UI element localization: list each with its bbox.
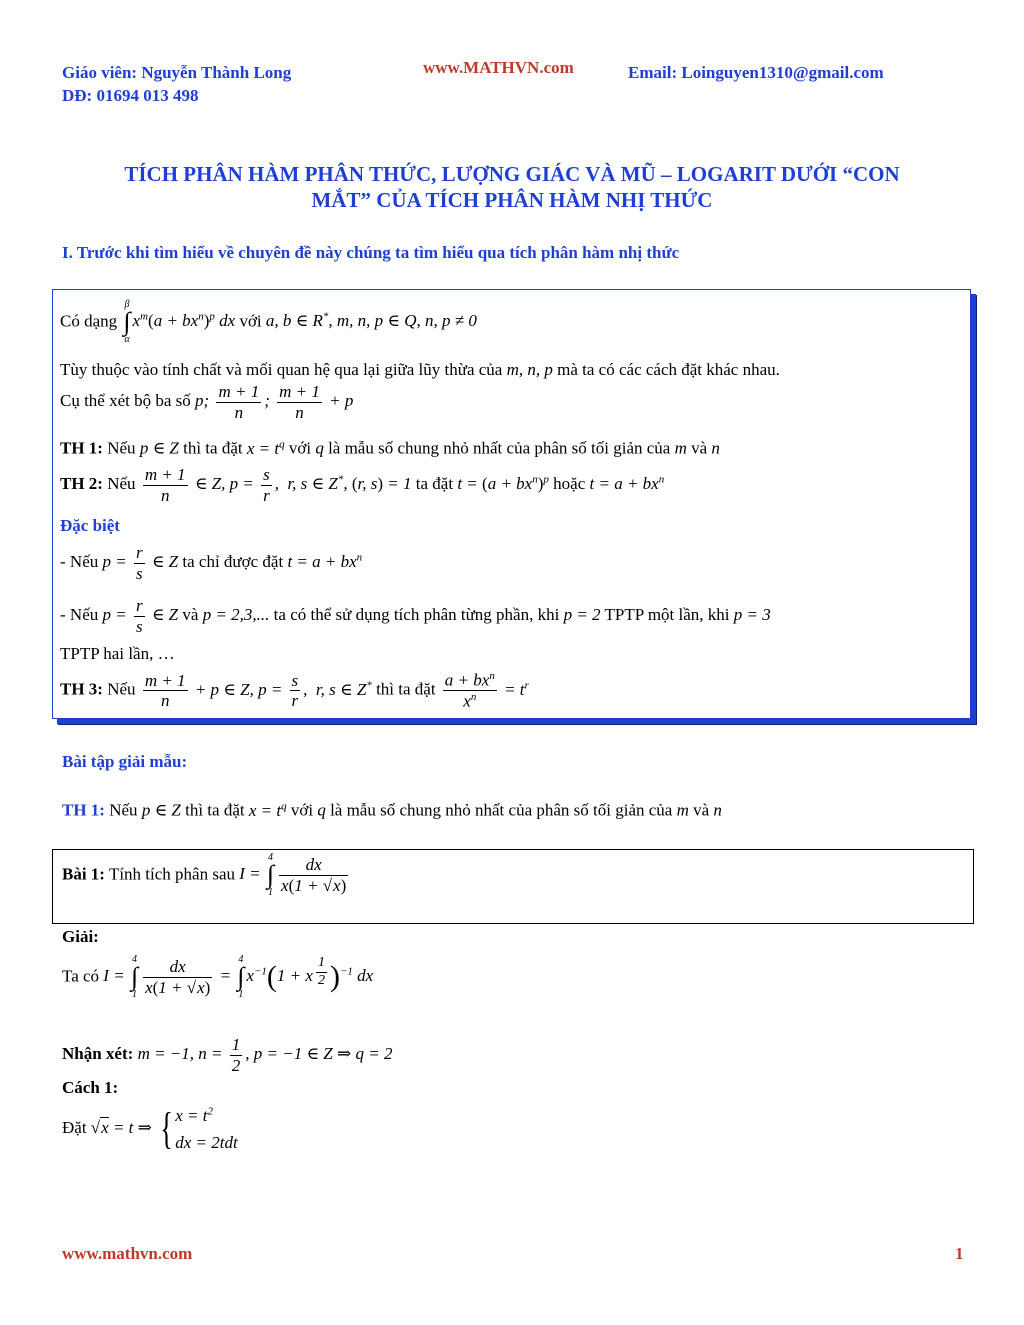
page-number: 1 [955, 1244, 964, 1263]
form-label: Có dạng [60, 311, 118, 331]
dependence-text: Tùy thuộc vào tính chất và mối quan hệ qua lại giữa lũy thừa của [60, 360, 503, 379]
exercise-text: Tính tích phân sau [108, 864, 235, 884]
sp1-prefix: - Nếu [60, 551, 99, 571]
sp2-twice: TPTP hai lần, … [60, 644, 175, 663]
th1-repeat-if: Nếu [109, 800, 138, 820]
th1-repeat-and: và [693, 800, 710, 820]
th2-if: Nếu [107, 473, 136, 493]
th1-where: với [288, 438, 312, 458]
teacher-phone: DĐ: 01694 013 498 [62, 86, 199, 105]
th1-then: thì ta đặt [183, 438, 243, 458]
exercise-integral: I = 4 ∫ 1 $\frac{dx}{x(1 + √x)}$ [239, 852, 347, 898]
teacher-email[interactable]: Email: Loinguyen1310@gmail.com [628, 63, 884, 82]
remark-line [62, 1035, 392, 1075]
remark-label: Nhận xét: [62, 1043, 134, 1063]
special-heading: Đặc biệt [60, 516, 120, 535]
sp1-sub: $t = a + bx^n$ [287, 551, 363, 571]
th1-repeat-n: n [713, 800, 722, 820]
sp2-text: ta có thể sử dụng tích phân từng phần, khi [273, 604, 560, 624]
th2-sub1: $t = (a + bx^n)^p$ [457, 473, 549, 493]
solution-have-line [62, 955, 373, 1000]
th2-cond: $\frac{m + 1}{n}$ ∈ Z, p = $\frac{s}{r}$ , r, s ∈ Z*, (r, s) = 1 [144, 465, 416, 505]
substitution-formula: √x = t ⇒ { $x = t^2$ dx = 2tdt [90, 1104, 238, 1154]
sp1-text: ta chỉ được đặt [182, 551, 284, 571]
th1-repeat-q: q [317, 800, 326, 820]
exercise-line [62, 853, 351, 898]
triple-line [60, 382, 353, 422]
th1-m: m [674, 438, 687, 458]
sp2-prefix: - Nếu [60, 604, 99, 624]
th2-label: TH 2: [60, 473, 103, 493]
th1-desc: là mẫu số chung nhỏ nhất của phân số tối giản của [328, 438, 671, 458]
section-heading: I. Trước khi tìm hiểu về chuyên đề này chúng ta tìm hiểu qua tích phân hàm nhị thức [62, 243, 680, 262]
triple-formula: p; $\frac{m + 1}{n}$ ; $\frac{m + 1}{n}$ + p [195, 382, 354, 422]
exercise-label: Bài 1: [62, 864, 105, 884]
dependence-end: mà ta có các cách đặt khác nhau. [557, 360, 780, 379]
th1-repeat-desc: là mẫu số chung nhỏ nhất của phân số tối giản của [330, 800, 673, 820]
th1-repeat-label: TH 1: [62, 800, 105, 820]
dependence-vars: m, n, p [506, 360, 553, 379]
triple-label: Cụ thể xét bộ ba số [60, 390, 191, 410]
sp1-cond: p = $\frac{r}{s}$ ∈ Z [102, 543, 179, 583]
th1-repeat-cond: p ∈ Z [141, 800, 181, 820]
binomial-integral-formula: β ∫ α $x^m(a + bx^n)^p$ dx [123, 299, 240, 345]
th2-sub2: $t = a + bx^n$ [589, 473, 665, 493]
th1-line [60, 438, 720, 459]
sp2-values: p = 2,3,... [202, 604, 270, 624]
dependence-line [60, 360, 780, 380]
solution-label: Giải: [62, 927, 99, 946]
th1-n: n [711, 438, 720, 458]
sp2-once: TPTP một lần, khi [604, 604, 730, 624]
th3-if: Nếu [107, 679, 136, 699]
th3-label: TH 3: [60, 679, 103, 699]
form-conditions: a, b ∈ R*, m, n, p ∈ Q, n, p ≠ 0 [265, 310, 477, 331]
th2-set: ta đặt [415, 473, 454, 493]
th1-repeat-m: m [676, 800, 689, 820]
th1-and: và [691, 438, 708, 458]
special2-line [60, 596, 771, 636]
th1-repeat-then: thì ta đặt [185, 800, 245, 820]
th3-cond: $\frac{m + 1}{n}$ + p ∈ Z, p = $\frac{s}{r}$ , r, s ∈ Z* [144, 670, 372, 711]
solution-have: Ta có [62, 966, 100, 986]
th2-or: hoặc [553, 473, 586, 493]
th1-q: q [315, 438, 324, 458]
th3-then: thì ta đặt [376, 679, 436, 699]
form-line [60, 300, 477, 345]
th1-sub: $x = t^q$ [246, 438, 285, 458]
teacher-name: Giáo viên: Nguyễn Thành Long [62, 63, 292, 82]
examples-heading: Bài tập giải mẫu: [62, 752, 188, 771]
th1-repeat-sub: $x = t^q$ [248, 800, 287, 820]
form-cond-word: với [239, 311, 262, 331]
th1-cond: p ∈ Z [139, 438, 179, 458]
th3-sub: $\frac{a + bx^n}{x^n}$ = $t^r$ [444, 670, 529, 711]
th2-line [60, 465, 664, 505]
header-website-link[interactable]: www.MATHVN.com [423, 58, 574, 77]
page-title-line1: TÍCH PHÂN HÀM PHÂN THỨC, LƯỢNG GIÁC VÀ MŨ – LOGARIT DƯỚI “CON [124, 162, 900, 186]
th1-if: Nếu [107, 438, 136, 458]
th1-repeat-line [62, 800, 722, 821]
page-title-line2: MẮT” CỦA TÍCH PHÂN HÀM NHỊ THỨC [311, 188, 713, 212]
sp2-p3: p = 3 [733, 604, 771, 624]
sp2-p2: p = 2 [563, 604, 601, 624]
remark-formula: m = −1, n = $\frac{1}{2}$ , p = −1 ∈ Z ⇒ q = 2 [137, 1035, 393, 1075]
substitution-line [62, 1102, 238, 1156]
sp2-and: và [182, 604, 199, 624]
th3-line [60, 670, 529, 711]
footer-website-link[interactable]: www.mathvn.com [62, 1244, 193, 1263]
method1-label: Cách 1: [62, 1078, 119, 1097]
sp2-cond: p = $\frac{r}{s}$ ∈ Z [102, 596, 179, 636]
substitution-set: Đặt [62, 1118, 87, 1138]
th1-repeat-where: với [290, 800, 314, 820]
special1-line [60, 543, 362, 583]
solution-rewrite: I = 4 ∫ 1 $\frac{dx}{x(1 + √x)}$ = 4 ∫ 1 $x^{-1}(1 + x$ $^{\frac{1}{2}}$ )$^{-1}$ dx [103, 954, 374, 1000]
th1-label: TH 1: [60, 438, 103, 458]
